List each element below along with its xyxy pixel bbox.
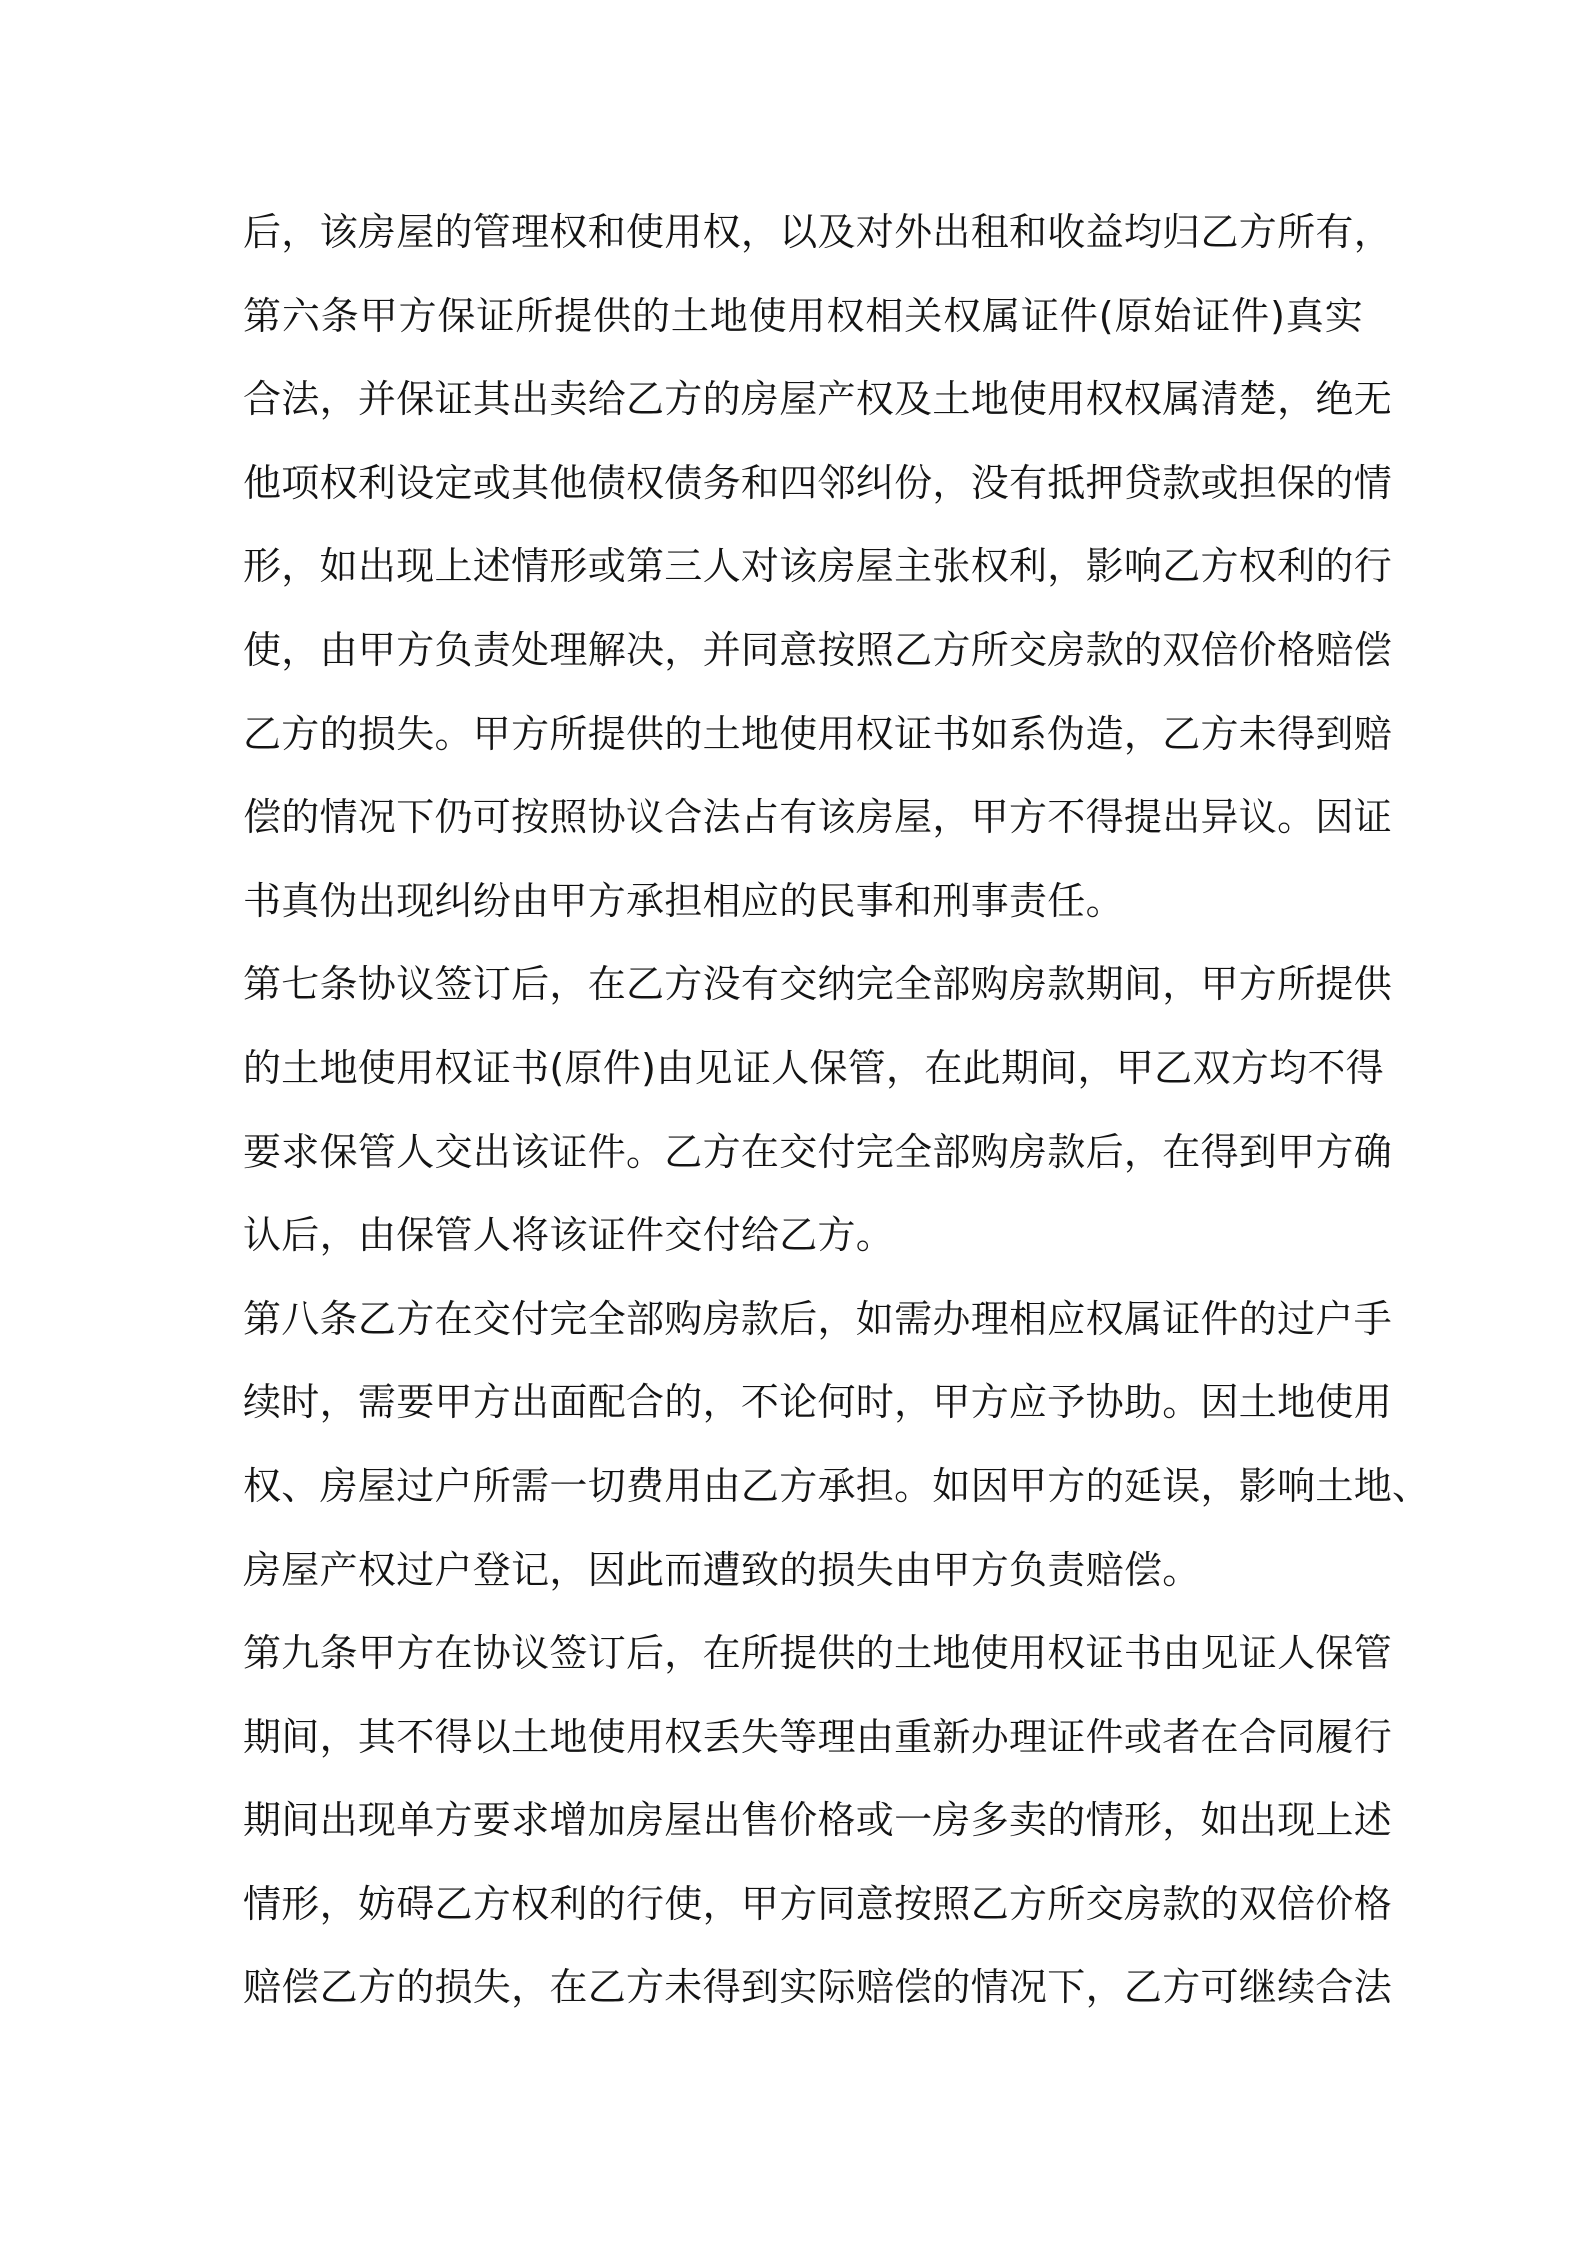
text-line: 使，由甲方负责处理解决，并同意按照乙方所交房款的双倍价格赔偿 [243, 627, 1393, 672]
text-line: 的土地使用权证书(原件)由见证人保管，在此期间，甲乙双方均不得 [243, 1045, 1384, 1090]
text-line: 情形，妨碍乙方权利的行使，甲方同意按照乙方所交房款的双倍价格 [243, 1881, 1393, 1926]
text-line: 第六条甲方保证所提供的土地使用权相关权属证件(原始证件)真实 [243, 293, 1363, 338]
text-line: 续时，需要甲方出面配合的，不论何时，甲方应予协助。因土地使用 [243, 1380, 1393, 1425]
text-line: 形，如出现上述情形或第三人对该房屋主张权利，影响乙方权利的行 [243, 544, 1393, 589]
text-line: 第九条甲方在协议签订后，在所提供的土地使用权证书由见证人保管 [243, 1631, 1393, 1676]
contract-text [243, 191, 1431, 2030]
text-line: 期间出现单方要求增加房屋出售价格或一房多卖的情形，如出现上述 [243, 1798, 1393, 1843]
text-line: 后，该房屋的管理权和使用权，以及对外出租和收益均归乙方所有， [243, 210, 1393, 254]
text-line: 赔偿乙方的损失，在乙方未得到实际赔偿的情况下，乙方可继续合法 [243, 1965, 1393, 2010]
text-line: 房屋产权过户登记，因此而遭致的损失由甲方负责赔偿。 [243, 1547, 1201, 1592]
text-line: 书真伪出现纠纷由甲方承担相应的民事和刑事责任。 [243, 878, 1124, 923]
text-line: 期间，其不得以土地使用权丢失等理由重新办理证件或者在合同履行 [243, 1714, 1393, 1759]
text-line: 他项权利设定或其他债权债务和四邻纠份，没有抵押贷款或担保的情 [243, 460, 1393, 505]
text-line: 偿的情况下仍可按照协议合法占有该房屋，甲方不得提出异议。因证 [243, 795, 1393, 840]
text-line: 乙方的损失。甲方所提供的土地使用权证书如系伪造，乙方未得到赔 [243, 711, 1393, 756]
text-line: 要求保管人交出该证件。乙方在交付完全部购房款后，在得到甲方确 [243, 1129, 1393, 1174]
text-line: 第七条协议签订后，在乙方没有交纳完全部购房款期间，甲方所提供 [243, 962, 1393, 1007]
text-line: 合法，并保证其出卖给乙方的房屋产权及土地使用权权属清楚，绝无 [243, 377, 1393, 422]
text-line: 认后，由保管人将该证件交付给乙方。 [243, 1213, 895, 1258]
text-line: 第八条乙方在交付完全部购房款后，如需办理相应权属证件的过户手 [243, 1296, 1393, 1341]
text-line: 权、房屋过户所需一切费用由乙方承担。如因甲方的延误，影响土地、 [243, 1463, 1431, 1508]
